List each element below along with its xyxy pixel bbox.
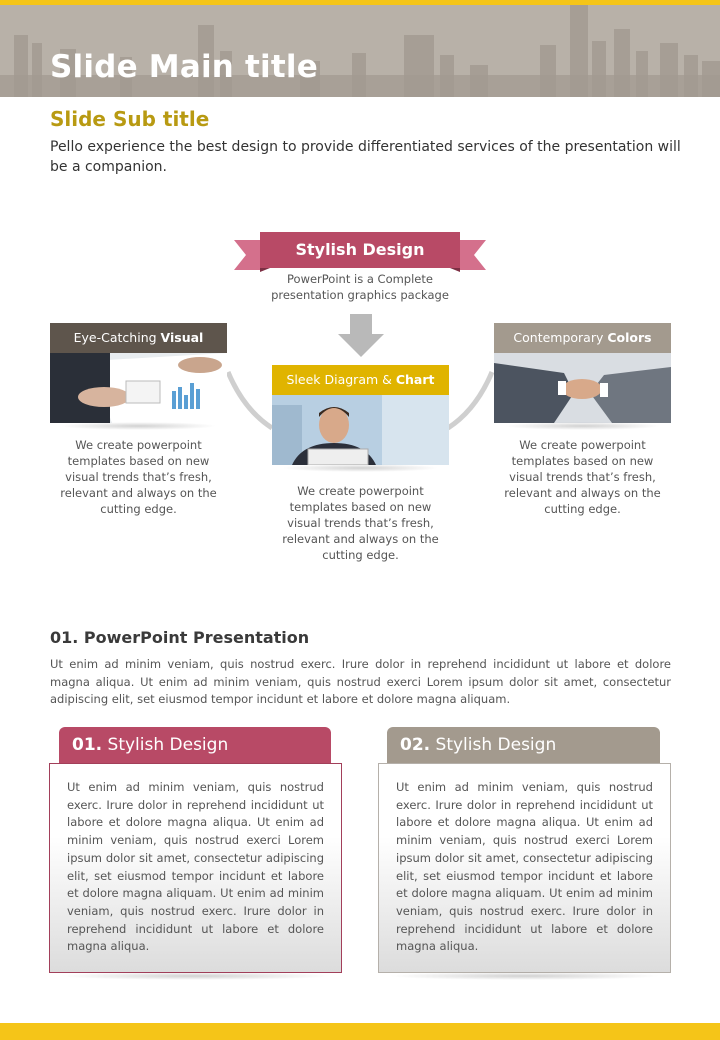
- box-tab-02: 02. Stylish Design: [387, 727, 660, 763]
- ribbon-description: PowerPoint is a Complete presentation graphics package: [271, 272, 449, 302]
- card-shadow: [60, 422, 217, 430]
- card-shadow: [504, 422, 661, 430]
- main-title: Slide Main title: [50, 49, 318, 85]
- card-description-right: We create powerpoint templates based on new visual trends that’s fresh, relevant and always on the cutting edge.: [504, 438, 661, 516]
- card-description-left: We create powerpoint templates based on new visual trends that’s fresh, relevant and always on the cutting edge.: [60, 438, 217, 516]
- card-heading-sleek-diagram: Sleek Diagram & Chart: [272, 365, 449, 395]
- box-text-01: Ut enim ad minim veniam, quis nostrud exerc. Irure dolor in reprehend incididunt ut labore et dolore magna aliqua. Ut enim ad minim veniam, quis nostrud exerci Lorem ipsum dolor sit amet, consectetur adipiscing elit, set eiusmod tempor incidunt et labore et dolore magna aliquam. Ut enim ad minim veniam, quis nostrud exerc. Irure dolor in reprehend incididunt ut labore et dolore magna aliqua.: [67, 780, 324, 954]
- handshake-image: [494, 353, 671, 423]
- bottom-accent-bar: [0, 1023, 720, 1040]
- stylish-design-ribbon: [234, 232, 486, 272]
- sub-title: Slide Sub title: [50, 107, 210, 131]
- ribbon-label: Stylish Design: [295, 240, 425, 259]
- down-arrow-icon: [338, 314, 384, 358]
- card-heading-eye-catching: Eye-Catching Visual: [50, 323, 227, 353]
- section-body: Ut enim ad minim veniam, quis nostrud exerc. Irure dolor in reprehend incididunt ut labore et dolore magna aliqua. Ut enim ad minim veniam, quis nostrud exerci Lorem ipsum dolor sit amet, consectetur adipiscing elit, set eiusmod tempor incidunt et labore et dolore magna aliquam.: [50, 657, 671, 706]
- businessman-image: [272, 395, 449, 465]
- business-charts-image: [50, 353, 227, 423]
- card-heading-contemporary: Contemporary Colors: [494, 323, 671, 353]
- box-text-02: Ut enim ad minim veniam, quis nostrud exerc. Irure dolor in reprehend incididunt ut labore et dolore magna aliqua. Ut enim ad minim veniam, quis nostrud exerci Lorem ipsum dolor sit amet, consectetur adipiscing elit, set eiusmod tempor incidunt et labore et dolore magna aliquam. Ut enim ad minim veniam, quis nostrud exerc. Irure dolor in reprehend incididunt ut labore et dolore magna aliqua.: [396, 780, 653, 954]
- section-title: 01. PowerPoint Presentation: [50, 628, 310, 647]
- box-shadow: [59, 972, 332, 980]
- intro-paragraph: Pello experience the best design to provide differentiated services of the presentation will be a companion.: [50, 139, 681, 175]
- box-shadow: [388, 972, 661, 980]
- card-description-middle: We create powerpoint templates based on new visual trends that’s fresh, relevant and always on the cutting edge.: [282, 484, 439, 562]
- card-shadow: [282, 464, 439, 472]
- box-tab-01: 01. Stylish Design: [59, 727, 331, 763]
